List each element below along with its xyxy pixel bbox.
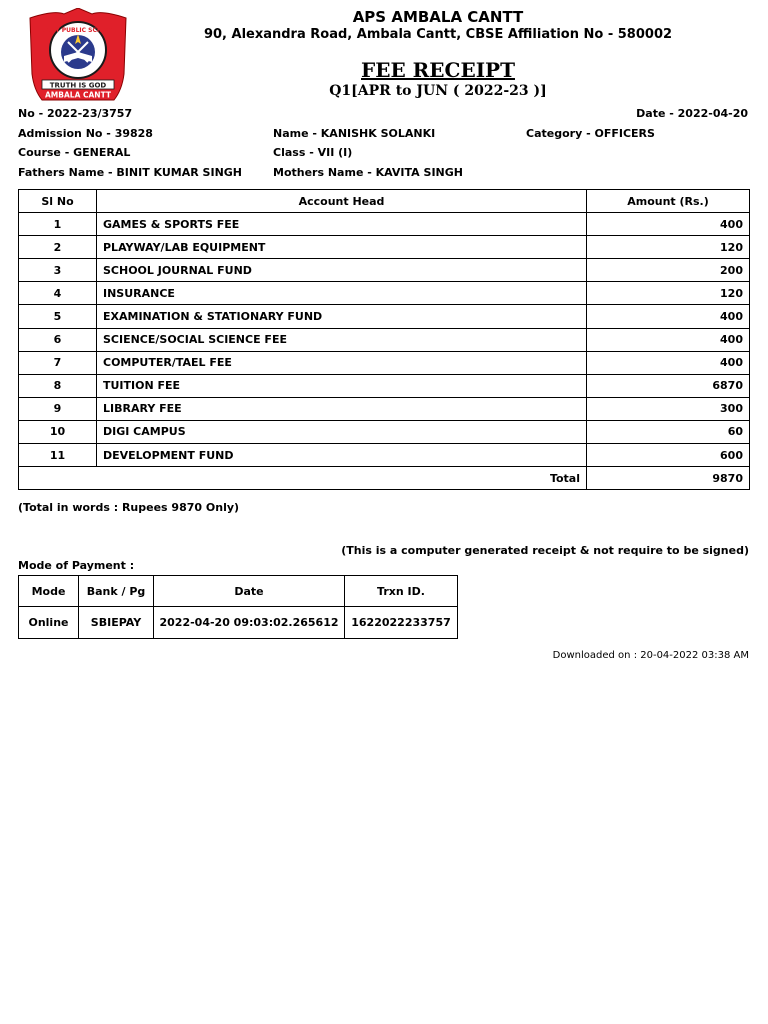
table-row (19, 420, 750, 443)
table-row (19, 374, 750, 397)
col-sl-no: Sl No (19, 190, 97, 213)
fee-sl-no: 6 (19, 328, 97, 351)
total-in-words: (Total in words : Rupees 9870 Only) (18, 501, 240, 514)
mother-name: Mothers Name - KAVITA SINGH (273, 166, 463, 179)
fee-sl-no: 10 (19, 420, 97, 443)
logo-motto: TRUTH IS GOD (49, 81, 107, 90)
col-amount: Amount (Rs.) (587, 190, 750, 213)
fee-total-row (19, 467, 750, 490)
computer-generated-note: (This is a computer generated receipt & not require to be signed) (341, 544, 749, 557)
father-name: Fathers Name - BINIT KUMAR SINGH (18, 166, 243, 179)
payment-trxn-id: 1622022233757 (345, 607, 458, 639)
fee-amount: 6870 (587, 374, 750, 397)
receipt-title: FEE RECEIPT (361, 58, 515, 82)
fee-account-head: COMPUTER/TAEL FEE (97, 351, 587, 374)
student-category: Category - OFFICERS (526, 127, 655, 140)
fee-sl-no: 2 (19, 236, 97, 259)
fee-sl-no: 5 (19, 305, 97, 328)
receipt-date: Date - 2022-04-20 (636, 107, 748, 120)
payment-row (19, 607, 458, 639)
fee-amount: 200 (587, 259, 750, 282)
student-class: Class - VII (I) (273, 146, 353, 159)
fee-account-head: DIGI CAMPUS (97, 420, 587, 443)
fee-amount: 120 (587, 282, 750, 305)
school-name: APS AMBALA CANTT (352, 8, 524, 26)
fee-table-body (19, 213, 750, 467)
logo-top-text: ARMY PUBLIC SCHOOL (40, 27, 116, 34)
fee-amount: 400 (587, 328, 750, 351)
course: Course - GENERAL (18, 146, 131, 159)
fee-sl-no: 11 (19, 444, 97, 467)
fee-amount: 400 (587, 213, 750, 236)
table-row (19, 351, 750, 374)
receipt-quarter: Q1[APR to JUN ( 2022-23 )] (329, 83, 547, 99)
table-row (19, 236, 750, 259)
col-account-head: Account Head (97, 190, 587, 213)
fee-account-head: GAMES & SPORTS FEE (97, 213, 587, 236)
fee-sl-no: 9 (19, 397, 97, 420)
payment-bank: SBIEPAY (79, 607, 154, 639)
fee-amount: 400 (587, 351, 750, 374)
payment-table (18, 575, 458, 639)
fee-account-head: INSURANCE (97, 282, 587, 305)
table-row (19, 397, 750, 420)
payment-mode-label: Mode of Payment : (18, 559, 135, 572)
fee-amount: 600 (587, 444, 750, 467)
fee-sl-no: 1 (19, 213, 97, 236)
table-row (19, 328, 750, 351)
fee-account-head: LIBRARY FEE (97, 397, 587, 420)
payment-date: 2022-04-20 09:03:02.265612 (154, 607, 345, 639)
col-trxn-id: Trxn ID. (345, 576, 458, 607)
admission-number: Admission No - 39828 (18, 127, 153, 140)
table-row (19, 259, 750, 282)
col-mode: Mode (19, 576, 79, 607)
col-bank: Bank / Pg (79, 576, 154, 607)
fee-amount: 300 (587, 397, 750, 420)
total-amount: 9870 (587, 467, 750, 490)
school-address: 90, Alexandra Road, Ambala Cantt, CBSE Affiliation No - 580002 (203, 27, 673, 42)
downloaded-on: Downloaded on : 20-04-2022 03:38 AM (552, 650, 749, 661)
fee-sl-no: 4 (19, 282, 97, 305)
student-name: Name - KANISHK SOLANKI (273, 127, 436, 140)
table-row (19, 213, 750, 236)
fee-sl-no: 8 (19, 374, 97, 397)
table-row (19, 305, 750, 328)
fee-account-head: TUITION FEE (97, 374, 587, 397)
fee-account-head: EXAMINATION & STATIONARY FUND (97, 305, 587, 328)
receipt-number: No - 2022-23/3757 (18, 107, 133, 120)
fee-amount: 120 (587, 236, 750, 259)
fee-sl-no: 3 (19, 259, 97, 282)
fee-table (18, 189, 750, 490)
payment-table-header (19, 576, 458, 607)
fee-account-head: SCHOOL JOURNAL FUND (97, 259, 587, 282)
payment-mode: Online (19, 607, 79, 639)
fee-account-head: SCIENCE/SOCIAL SCIENCE FEE (97, 328, 587, 351)
fee-amount: 400 (587, 305, 750, 328)
logo-location: AMBALA CANTT (45, 90, 111, 100)
fee-sl-no: 7 (19, 351, 97, 374)
col-date: Date (154, 576, 345, 607)
table-row (19, 444, 750, 467)
school-logo (28, 8, 128, 101)
table-row (19, 282, 750, 305)
fee-account-head: DEVELOPMENT FUND (97, 444, 587, 467)
fee-table-header (19, 190, 750, 213)
total-label: Total (19, 467, 587, 490)
fee-amount: 60 (587, 420, 750, 443)
fee-account-head: PLAYWAY/LAB EQUIPMENT (97, 236, 587, 259)
